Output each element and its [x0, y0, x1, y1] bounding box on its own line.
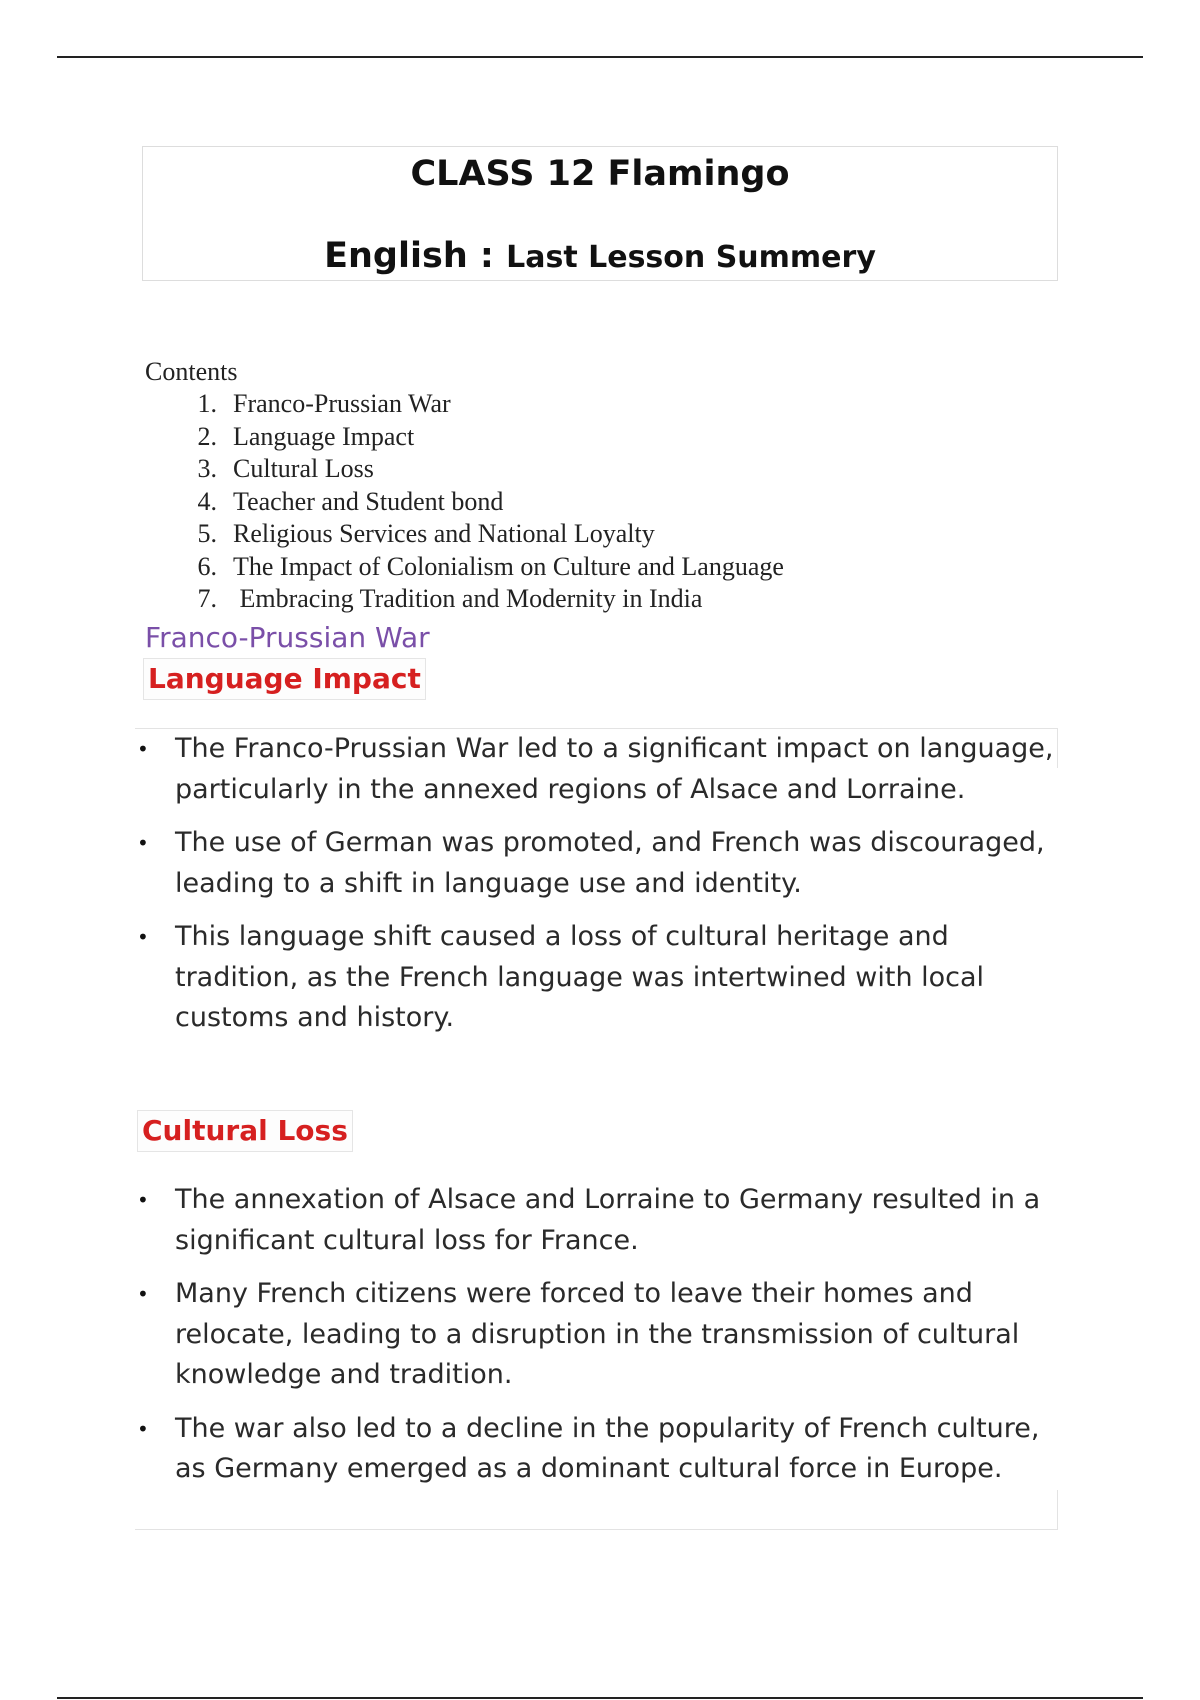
page-subtitle: [143, 235, 1057, 277]
heading-language-impact: Language Impact: [143, 658, 426, 700]
title-box: [142, 146, 1058, 281]
toc-label: The Impact of Colonialism on Culture and Language: [233, 551, 784, 581]
toc-item[interactable]: [145, 551, 784, 584]
list-item: • Many French citizens were forced to leave their homes and relocate, leading to a disruption in the transmission of cultural knowledge and tradition.: [135, 1274, 1065, 1396]
language-impact-list: [135, 729, 1065, 1052]
list-item: • The use of German was promoted, and French was discouraged, leading to a shift in language use and identity.: [135, 823, 1065, 904]
toc-number: 2.: [197, 421, 217, 451]
toc-number: 3.: [197, 454, 217, 483]
toc-item[interactable]: [145, 421, 784, 454]
toc-number: 1.: [197, 389, 217, 418]
toc-number: 4.: [197, 486, 217, 516]
contents-heading: Contents: [145, 357, 238, 386]
list-item: • The annexation of Alsace and Lorraine to Germany resulted in a significant cultural loss for France.: [135, 1180, 1065, 1261]
toc-item[interactable]: [145, 518, 784, 551]
toc-label: Embracing Tradition and Modernity in India: [233, 584, 703, 613]
subtitle-lesson: Last Lesson Summery: [506, 240, 876, 275]
toc-number: 5.: [197, 519, 217, 548]
bottom-rule: [57, 1697, 1143, 1699]
cultural-loss-list: [135, 1180, 1065, 1503]
section-panel-border: [135, 1490, 1058, 1530]
heading-cultural-loss: Cultural Loss: [137, 1110, 353, 1152]
toc-number: 7.: [197, 584, 217, 613]
top-rule: [57, 56, 1143, 58]
list-item: • This language shift caused a loss of cultural heritage and tradition, as the French language was intertwined with local customs and history.: [135, 917, 1065, 1039]
toc-label: Language Impact: [233, 421, 415, 451]
heading-franco-prussian-war: Franco-Prussian War: [145, 621, 430, 654]
toc-label: Cultural Loss: [233, 454, 374, 483]
page-title: CLASS 12 Flamingo: [410, 154, 790, 194]
toc-item[interactable]: [145, 583, 784, 616]
table-of-contents: [145, 388, 784, 616]
toc-label: Teacher and Student bond: [233, 486, 504, 516]
toc-label: Religious Services and National Loyalty: [233, 519, 655, 548]
subtitle-subject: English :: [324, 236, 507, 276]
toc-item[interactable]: [145, 388, 784, 421]
list-item: • The war also led to a decline in the popularity of French culture, as Germany emerged as a dominant cultural force in Europe.: [135, 1409, 1065, 1490]
toc-item[interactable]: [145, 453, 784, 486]
toc-number: 6.: [197, 551, 217, 581]
list-item: • The Franco-Prussian War led to a significant impact on language, particularly in the annexed regions of Alsace and Lorraine.: [135, 729, 1065, 810]
toc-label: Franco-Prussian War: [233, 389, 451, 418]
toc-item[interactable]: [145, 486, 784, 519]
